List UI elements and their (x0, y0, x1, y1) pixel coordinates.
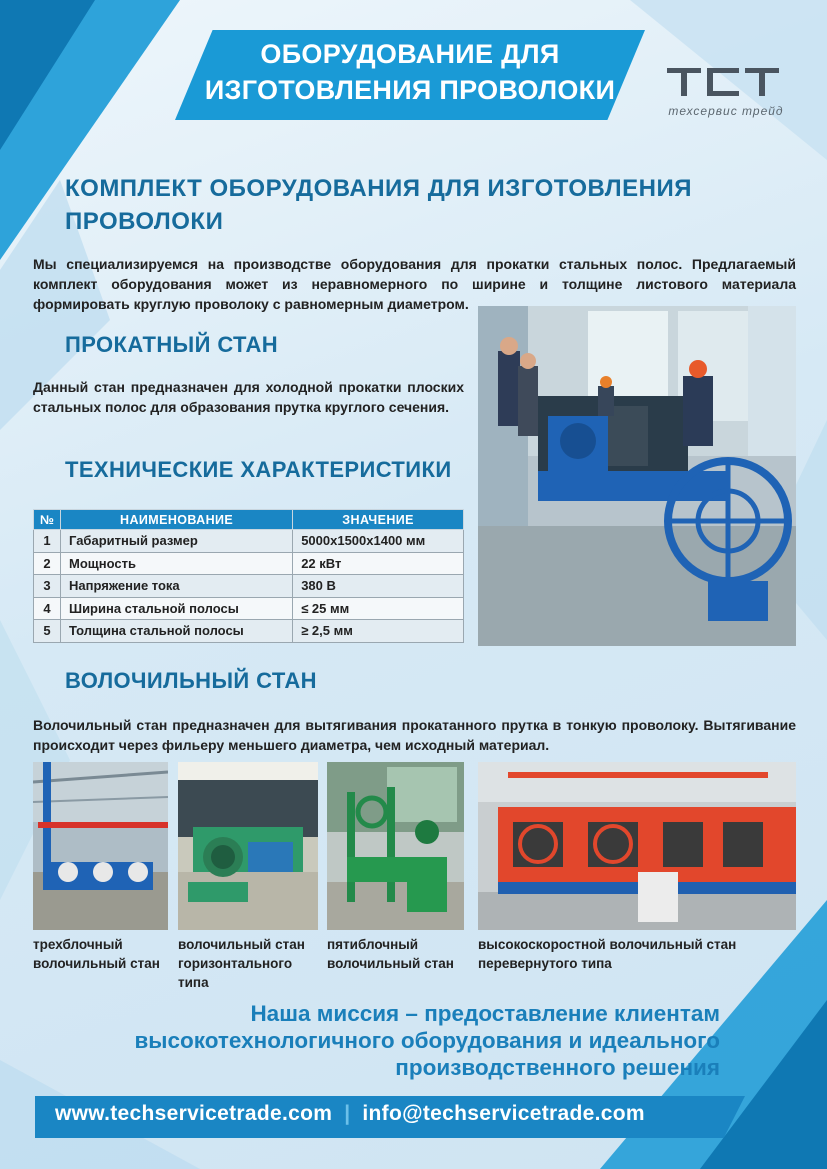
row-name: Мощность (61, 552, 293, 575)
row-name: Напряжение тока (61, 575, 293, 598)
main-heading: КОМПЛЕКТ ОБОРУДОВАНИЯ ДЛЯ ИЗГОТОВЛЕНИЯ ПРОВОЛОКИ (65, 175, 692, 235)
row-name: Толщина стальной полосы (61, 620, 293, 643)
row-num: 4 (34, 597, 61, 620)
footer-separator: | (344, 1102, 351, 1125)
tst-logo-icon (645, 60, 805, 130)
logo-subtitle: техсервис трейд (668, 104, 784, 118)
header-name: НАИМЕНОВАНИЕ (61, 510, 293, 530)
row-num: 3 (34, 575, 61, 598)
row-num: 5 (34, 620, 61, 643)
row-num: 1 (34, 530, 61, 553)
specs-heading: ТЕХНИЧЕСКИЕ ХАРАКТЕРИСТИКИ (65, 457, 452, 482)
row-value: 5000x1500x1400 мм (293, 530, 464, 553)
row-value: 380 В (293, 575, 464, 598)
mission-statement: Наша миссия – предоставление клиентам высокотехнологичного оборудования и идеального производственного решения (134, 1001, 720, 1080)
footer-contacts (55, 1102, 645, 1126)
row-name: Ширина стальной полосы (61, 597, 293, 620)
table-row (34, 597, 464, 620)
website-link[interactable]: www.techservicetrade.com (55, 1102, 333, 1125)
row-value: 22 кВт (293, 552, 464, 575)
high-speed-mill-photo (478, 762, 796, 930)
horizontal-mill-photo (178, 762, 318, 930)
header-value: ЗНАЧЕНИЕ (293, 510, 464, 530)
five-block-mill-photo (327, 762, 464, 930)
caption-horizontal: волочильный стан горизонтального типа (178, 937, 305, 990)
table-row (34, 552, 464, 575)
header-num: № (34, 510, 61, 530)
row-value: ≥ 2,5 мм (293, 620, 464, 643)
rolling-mill-photo (478, 306, 796, 646)
page-title: ОБОРУДОВАНИЕ ДЛЯ ИЗГОТОВЛЕНИЯ ПРОВОЛОКИ (204, 39, 616, 105)
rolling-mill-heading: ПРОКАТНЫЙ СТАН (65, 332, 279, 357)
row-value: ≤ 25 мм (293, 597, 464, 620)
caption-five-block: пятиблочный волочильный стан (327, 937, 454, 971)
table-row (34, 530, 464, 553)
table-row (34, 575, 464, 598)
caption-high-speed: высокоскоростной волочильный стан перевернутого типа (478, 937, 737, 971)
drawing-mill-heading: ВОЛОЧИЛЬНЫЙ СТАН (65, 668, 317, 693)
drawing-mill-text: Волочильный стан предназначен для вытягивания прокатанного прутка в тонкую проволоку. Вытягивание происходит через фильеру меньшего диаметра, чем исходный материал. (33, 717, 796, 753)
table-row (34, 620, 464, 643)
row-num: 2 (34, 552, 61, 575)
three-block-mill-photo (33, 762, 168, 930)
rolling-mill-text: Данный стан предназначен для холодной прокатки плоских стальных полос для образования прутка круглого сечения. (33, 379, 464, 415)
row-name: Габаритный размер (61, 530, 293, 553)
intro-paragraph: Мы специализируемся на производстве оборудования для прокатки стальных полос. Предлагаемый комплект оборудования может из неравномерного по ширине и толщине листового материала формировать круглую проволоку с равномерным диаметром. (33, 256, 796, 312)
caption-three-block: трехблочный волочильный стан (33, 937, 160, 971)
email-link[interactable]: info@techservicetrade.com (362, 1102, 645, 1125)
specs-table (33, 509, 464, 643)
table-header-row (34, 510, 464, 530)
